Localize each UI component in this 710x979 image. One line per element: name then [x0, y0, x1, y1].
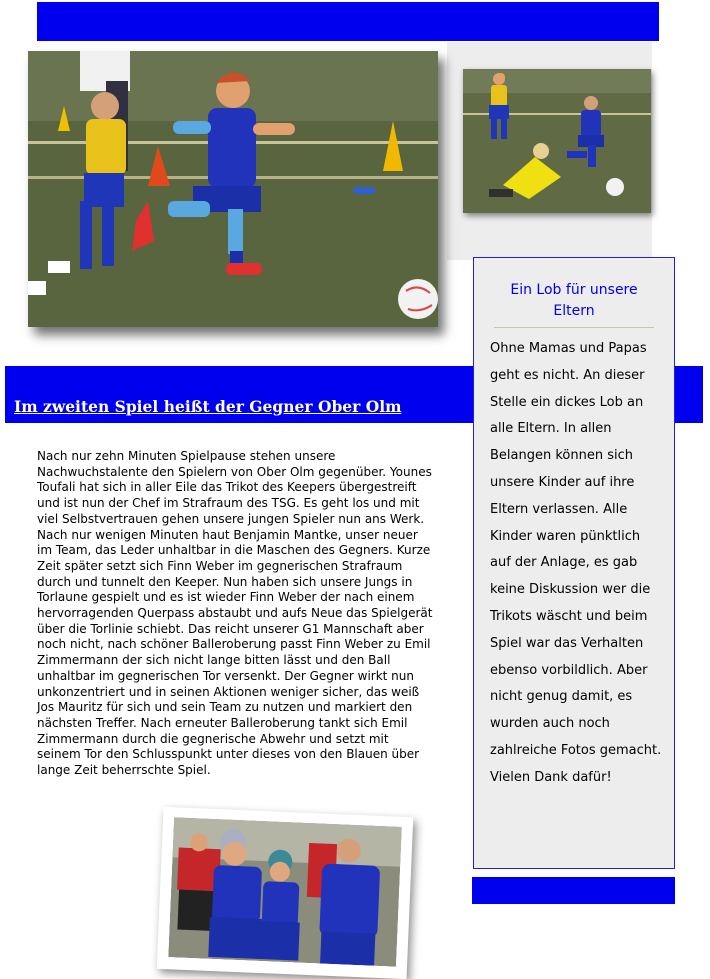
- bottom-photo: [168, 817, 402, 966]
- top-banner: [37, 2, 659, 41]
- sidebar-box: [473, 257, 675, 869]
- article-body: Nach nur zehn Minuten Spielpause stehen unsere Nachwuchstalente den Spielern von Ober Olm gegenüber. Younes Toufali hat sich in aller Eile das Trikot des Keepers übergestreift und ist nun der Chef im Strafraum des TSG. Es geht los und mit viel Selbstvertrauen gehen unsere jungen Spieler nun ans Werk. Nach nur wenigen Minuten haut Benjamin Mantke, unser neuer im Team, das Leder unhaltbar in die Maschen des Gegners. Kurze Zeit später setzt sich Finn Weber im gegnerischen Strafraum durch und tunnelt den Keeper. Nun haben sich unsere Jungs in Torlaune gespielt und es ist wieder Finn Weber der nach einem hervorragenden Querpass abstaubt und aufs Neue das Spielgerät über die Torlinie schiebt. Das reicht unserer G1 Mannschaft aber noch nicht, nach schöner Balleroberung passt Finn Weber zu Emil Zimmermann der sich nicht lange bitten lässt und den Ball unhaltbar im gegnerischen Tor versenkt. Der Gegner wirkt nun unkonzentriert und in seinen Aktionen weniger sicher, das weiß Jos Mauritz für sich und sein Team zu nutzen und markiert den nächsten Treffer. Nach erneuter Balleroberung tankt sich Emil Zimmermann durch die gegnerische Abwehr und setzt mit seinem Tor den Schlusspunkt unter dieses von den Blauen über lange Zeit beherrschte Spiel.: [37, 449, 433, 778]
- tilted-photo-frame: [157, 807, 414, 979]
- main-photo: [28, 51, 438, 327]
- bottom-bar: [472, 877, 675, 904]
- sidebar-title: Ein Lob für unsere Eltern: [494, 280, 654, 328]
- sidebar-body: Ohne Mamas und Papas geht es nicht. An dieser Stelle ein dickes Lob an alle Eltern. In allen Belangen können sich unsere Kinder auf ihre Eltern verlassen. Alle Kinder waren pünktlich auf der Anlage, es gab keine Diskussion wer die Trikots wäscht und beim Spiel war das Verhalten ebenso vorbildlich. Aber nicht genug damit, es wurden auch noch zahlreiche Fotos gemacht. Vielen Dank dafür!: [490, 341, 662, 785]
- article-headline: Im zweiten Spiel heißt der Gegner Ober Olm: [14, 397, 402, 416]
- side-photo: [463, 69, 651, 213]
